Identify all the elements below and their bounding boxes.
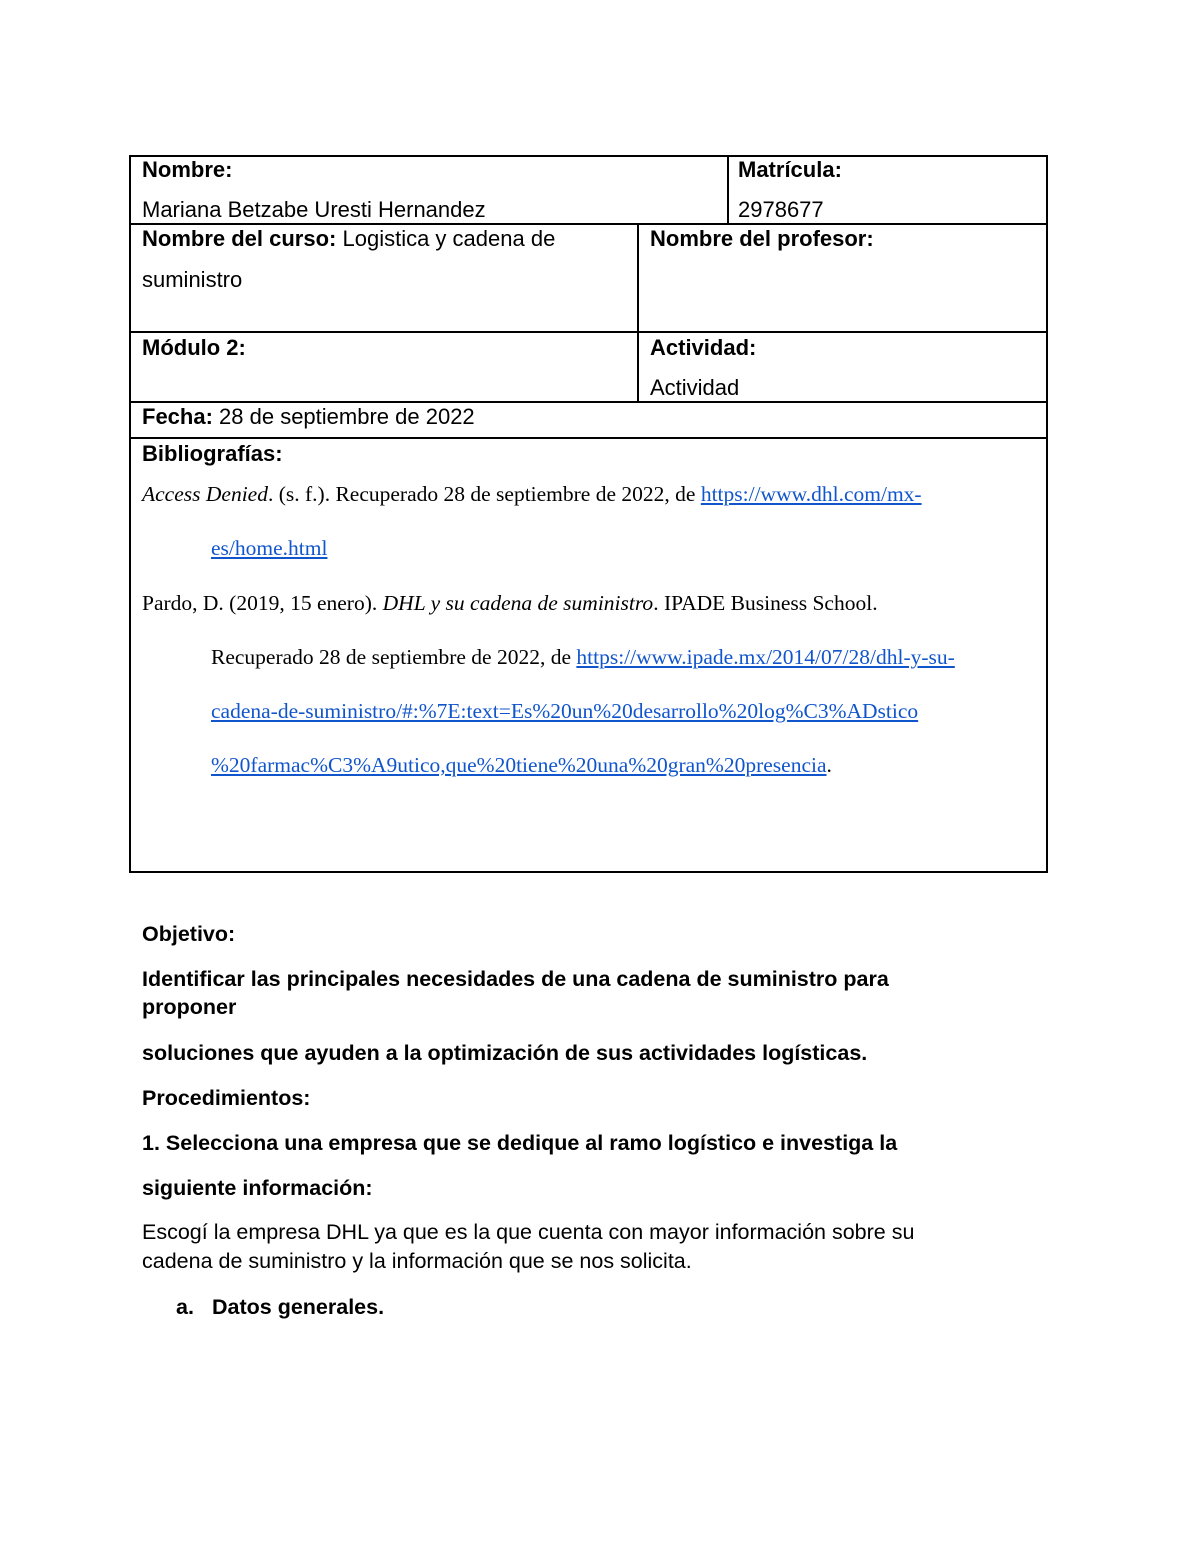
objetivo-text-line3: soluciones que ayuden a la optimización de sus actividades logísticas. [142, 1041, 868, 1065]
bib-entry-2-line4 [211, 753, 832, 778]
matricula-value: 2978677 [738, 197, 824, 222]
profesor-label: Nombre del profesor: [650, 226, 874, 251]
bib-2-prefix: Pardo, D. (2019, 15 enero). [142, 591, 383, 615]
actividad-label: Actividad: [650, 335, 757, 360]
modulo-label: Módulo 2: [142, 335, 246, 360]
curso-value-line2: suministro [142, 267, 243, 292]
table-rule [129, 331, 1048, 333]
bib-entry-1 [142, 482, 922, 507]
bib-2-text: . IPADE Business School. [653, 591, 878, 615]
table-rule [727, 155, 729, 225]
bib-entry-2-line3 [211, 699, 918, 724]
bib-1-link[interactable]: https://www.dhl.com/mx- [700, 482, 922, 506]
bib-1-text: . (s. f.). Recuperado 28 de septiembre de 2022, de [267, 482, 701, 506]
objetivo-text-line2: proponer [142, 995, 237, 1019]
actividad-value: Actividad [650, 375, 740, 400]
nombre-value: Mariana Betzabe Uresti Hernandez [142, 197, 486, 222]
matricula-label: Matrícula: [738, 157, 842, 182]
bib-2-link[interactable]: https://www.ipade.mx/2014/07/28/dhl-y-su- [576, 645, 955, 669]
curso-value: Logistica y cadena de [336, 226, 556, 251]
step1-line1: 1. Selecciona una empresa que se dedique al ramo logístico e investiga la [142, 1131, 898, 1155]
bib-2-end: . [826, 753, 832, 777]
bib-2-link-cont[interactable]: cadena-de-suministro/#:%7E:text=Es%20un%20desarrollo%20log%C3%ADstico [211, 699, 919, 723]
nombre-label: Nombre: [142, 157, 233, 182]
curso-field [142, 219, 555, 259]
step1-line2: siguiente información: [142, 1176, 373, 1200]
bibliografias-label: Bibliografías: [142, 441, 283, 466]
objetivo-text-line1: Identificar las principales necesidades de una cadena de suministro para [142, 967, 889, 991]
procedimientos-label: Procedimientos: [142, 1086, 311, 1110]
bib-entry-2-line2 [211, 645, 955, 670]
fecha-value: 28 de septiembre de 2022 [212, 404, 475, 429]
answer-line2: cadena de suministro y la información que se nos solicita. [142, 1249, 692, 1273]
fecha-label: Fecha: [142, 404, 213, 429]
bib-2-link-cont2[interactable]: %20farmac%C3%A9utico,que%20tiene%20una%20gran%20presencia [211, 753, 827, 777]
list-marker-a: a. [176, 1295, 194, 1319]
bib-entry-2 [142, 591, 878, 616]
bib-entry-1-cont [211, 536, 327, 561]
bib-2-retrieved: Recuperado 28 de septiembre de 2022, de [211, 645, 577, 669]
list-item-datos-generales: Datos generales. [212, 1295, 385, 1319]
bib-2-title: DHL y su cadena de suministro [382, 591, 654, 615]
objetivo-label: Objetivo: [142, 922, 236, 946]
table-rule [637, 223, 639, 403]
fecha-field [142, 397, 475, 437]
bib-1-title: Access Denied [142, 482, 268, 506]
bib-1-link-cont[interactable]: es/home.html [211, 536, 328, 560]
answer-line1: Escogí la empresa DHL ya que es la que cuenta con mayor información sobre su [142, 1220, 915, 1244]
curso-label: Nombre del curso: [142, 226, 337, 251]
